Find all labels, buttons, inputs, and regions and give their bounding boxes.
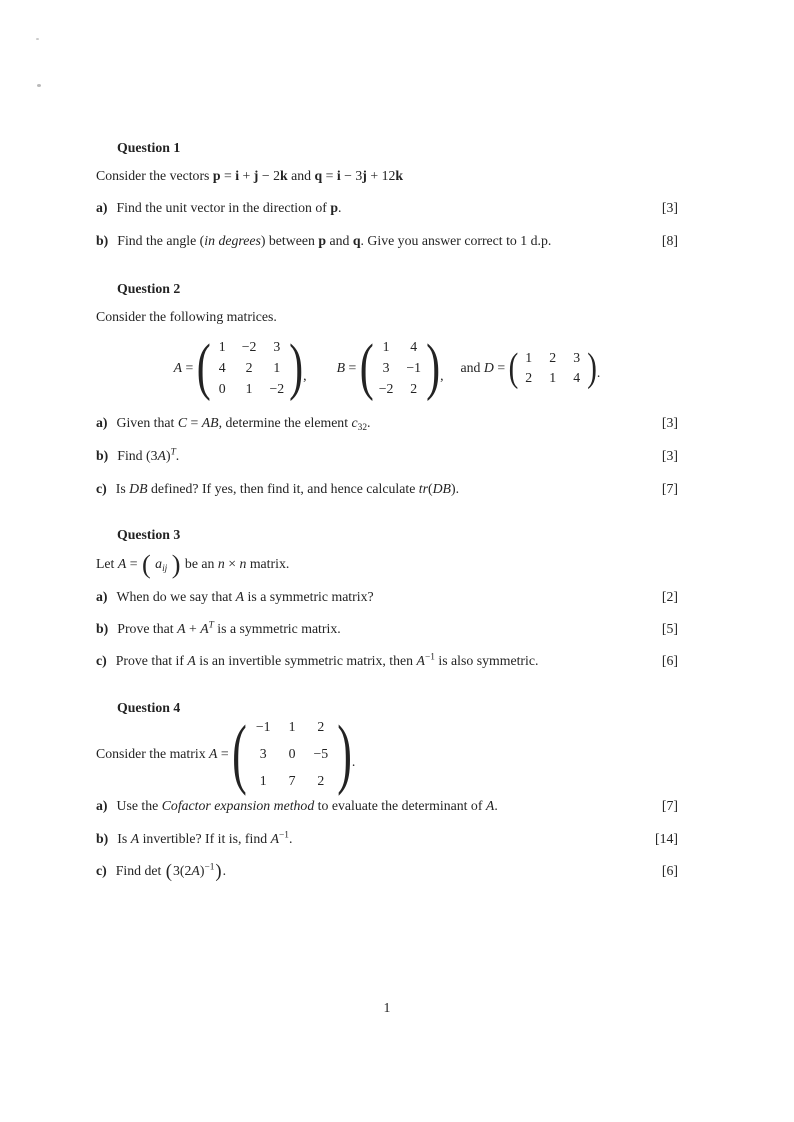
matrix-cell: 0 (288, 746, 296, 761)
item-text (96, 861, 650, 883)
matrix-cell: 1 (288, 719, 296, 734)
item-mark: [8] (661, 233, 678, 248)
question-2-item-c (96, 481, 678, 497)
item-label: b) (96, 831, 109, 846)
question-2-matrix-line (96, 332, 678, 404)
item-mark: [6] (661, 653, 678, 668)
page-number: 1 (383, 1000, 391, 1015)
item-label: c) (96, 653, 107, 668)
item-mark: [2] (661, 589, 678, 604)
matrix-cell: 4 (410, 339, 418, 354)
matrix-separator: , (440, 367, 444, 383)
question-4-heading: Question 4 (117, 700, 181, 715)
matrix-cell: 4 (573, 370, 581, 385)
matrix-separator: . (351, 753, 356, 769)
item-body: Prove that if A is an invertible symmetric matrix, then $A^{-1}$ is also symmetric. (115, 652, 539, 668)
item-mark: [3] (661, 200, 678, 215)
matrix-left-paren: ( (508, 344, 519, 390)
matrix-b-label: B = (336, 360, 360, 375)
matrix-cell: 4 (218, 360, 226, 375)
matrix-left-paren: ( (196, 333, 211, 403)
question-2-intro: Consider the following matrices. (96, 309, 277, 324)
matrix-cell: −1 (406, 360, 422, 375)
matrix-b-grid (374, 337, 426, 399)
matrix-cell: −2 (269, 381, 285, 396)
item-body: Is A invertible? If it is, find $A^{-1}$. (117, 830, 293, 846)
matrix-d-group (460, 344, 601, 390)
item-text (96, 448, 650, 464)
question-3-item-b (96, 621, 678, 637)
matrix-q4-a (232, 709, 352, 797)
matrix-cell: 3 (573, 350, 581, 365)
item-label: b) (96, 448, 109, 463)
q3-intro-text: Let A = ( $a_{ij}$ ) be an n × n matrix. (96, 549, 290, 579)
item-mark: [7] (661, 798, 678, 813)
item-body: Prove that $A + A^T$ is a symmetric matrix. (117, 620, 341, 636)
item-mark: [3] (661, 415, 678, 430)
question-1-item-a (96, 200, 678, 216)
matrix-cell: 1 (382, 339, 390, 354)
item-text (96, 621, 650, 637)
item-body: Find the unit vector in the direction of p. (116, 200, 342, 215)
question-1-intro: Consider the vectors p = i + j − 2k and q = i − 3j + 12k (96, 168, 404, 183)
matrix-cell: 0 (218, 381, 226, 396)
matrix-a (196, 333, 304, 403)
question-3-item-a (96, 589, 678, 605)
matrix-cell: 2 (410, 381, 418, 396)
matrix-cell: 1 (273, 360, 281, 375)
item-mark: [6] (661, 863, 678, 878)
item-text (96, 233, 650, 249)
item-text (96, 589, 650, 605)
matrix-a-group (173, 333, 307, 403)
matrix-right-paren: ) (426, 333, 441, 403)
question-2-item-b (96, 448, 678, 464)
matrix-a-label: A = (173, 360, 197, 375)
item-body: Given that C = AB, determine the element $c_{32}$. (116, 415, 371, 433)
matrix-b (359, 333, 441, 403)
q4-matrix-label: Consider the matrix A = (96, 746, 233, 761)
matrix-cell: 1 (218, 339, 226, 354)
item-mark: [7] (661, 481, 678, 496)
matrix-separator: , (303, 367, 307, 383)
question-3-item-c (96, 653, 678, 669)
matrix-right-paren: ) (587, 344, 597, 390)
item-label: c) (96, 863, 107, 878)
item-text (96, 653, 650, 669)
matrix-cell: 1 (549, 370, 557, 385)
matrix-right-paren: ) (289, 333, 304, 403)
matrix-left-paren: ( (359, 333, 374, 403)
question-4-item-b (96, 831, 678, 847)
question-1-heading: Question 1 (117, 140, 181, 155)
item-text (96, 798, 650, 814)
item-text (96, 415, 650, 431)
matrix-cell: 1 (525, 350, 533, 365)
item-label: b) (96, 233, 109, 248)
question-3-intro (96, 549, 678, 579)
item-body: Find $\det (3(2A)^{-1})$. (115, 861, 227, 883)
item-label: a) (96, 200, 108, 215)
matrix-cell: 1 (259, 773, 267, 788)
matrix-b-group (336, 333, 444, 403)
item-text (96, 481, 650, 497)
matrix-right-paren: ) (337, 709, 352, 797)
scan-speck (36, 38, 39, 40)
matrix-separator: . (596, 365, 601, 380)
matrix-cell: 2 (549, 350, 557, 365)
item-label: a) (96, 589, 108, 604)
question-4-item-c (96, 861, 678, 883)
matrix-cell: 3 (382, 360, 390, 375)
matrix-a-grid (211, 337, 289, 399)
matrix-d-grid (518, 348, 587, 388)
matrix-cell: 1 (245, 381, 253, 396)
item-label: c) (96, 481, 107, 496)
matrix-cell: 2 (245, 360, 253, 375)
matrix-cell: 3 (273, 339, 281, 354)
question-3-heading: Question 3 (117, 527, 181, 542)
matrix-cell: 7 (288, 773, 296, 788)
matrix-cell: −2 (241, 339, 257, 354)
item-label: a) (96, 415, 108, 430)
question-2-item-a (96, 415, 678, 431)
item-label: a) (96, 798, 108, 813)
item-body: Find the angle (in degrees) between p and q. Give you answer correct to 1 d.p. (117, 233, 552, 248)
matrix-cell: −5 (313, 746, 329, 761)
matrix-cell: −2 (378, 381, 394, 396)
item-mark: [5] (661, 621, 678, 636)
item-mark: [3] (661, 448, 678, 463)
matrix-cell: 3 (259, 746, 267, 761)
item-body: Is DB defined? If yes, then find it, and hence calculate tr(DB). (115, 481, 460, 496)
matrix-cell: 2 (525, 370, 533, 385)
item-mark: [14] (655, 831, 678, 846)
matrix-left-paren: ( (232, 709, 247, 797)
question-4-item-a (96, 798, 678, 814)
item-body: Use the Cofactor expansion method to evaluate the determinant of A. (116, 798, 498, 813)
matrix-d (508, 344, 597, 390)
matrix-cell: 2 (317, 719, 325, 734)
item-label: b) (96, 621, 109, 636)
question-4-matrix-line (96, 709, 678, 797)
matrix-cell: 2 (317, 773, 325, 788)
matrix-q4-grid (247, 716, 337, 792)
item-text (96, 831, 643, 847)
question-2-heading: Question 2 (117, 281, 181, 296)
item-text (96, 200, 650, 216)
scan-speck (37, 84, 41, 87)
matrix-d-label: and D = (460, 360, 509, 375)
item-body: Find $(3A)^T$. (117, 447, 180, 463)
matrix-cell: −1 (255, 719, 271, 734)
question-1-item-b (96, 233, 678, 249)
item-body: When do we say that A is a symmetric matrix? (116, 589, 374, 604)
